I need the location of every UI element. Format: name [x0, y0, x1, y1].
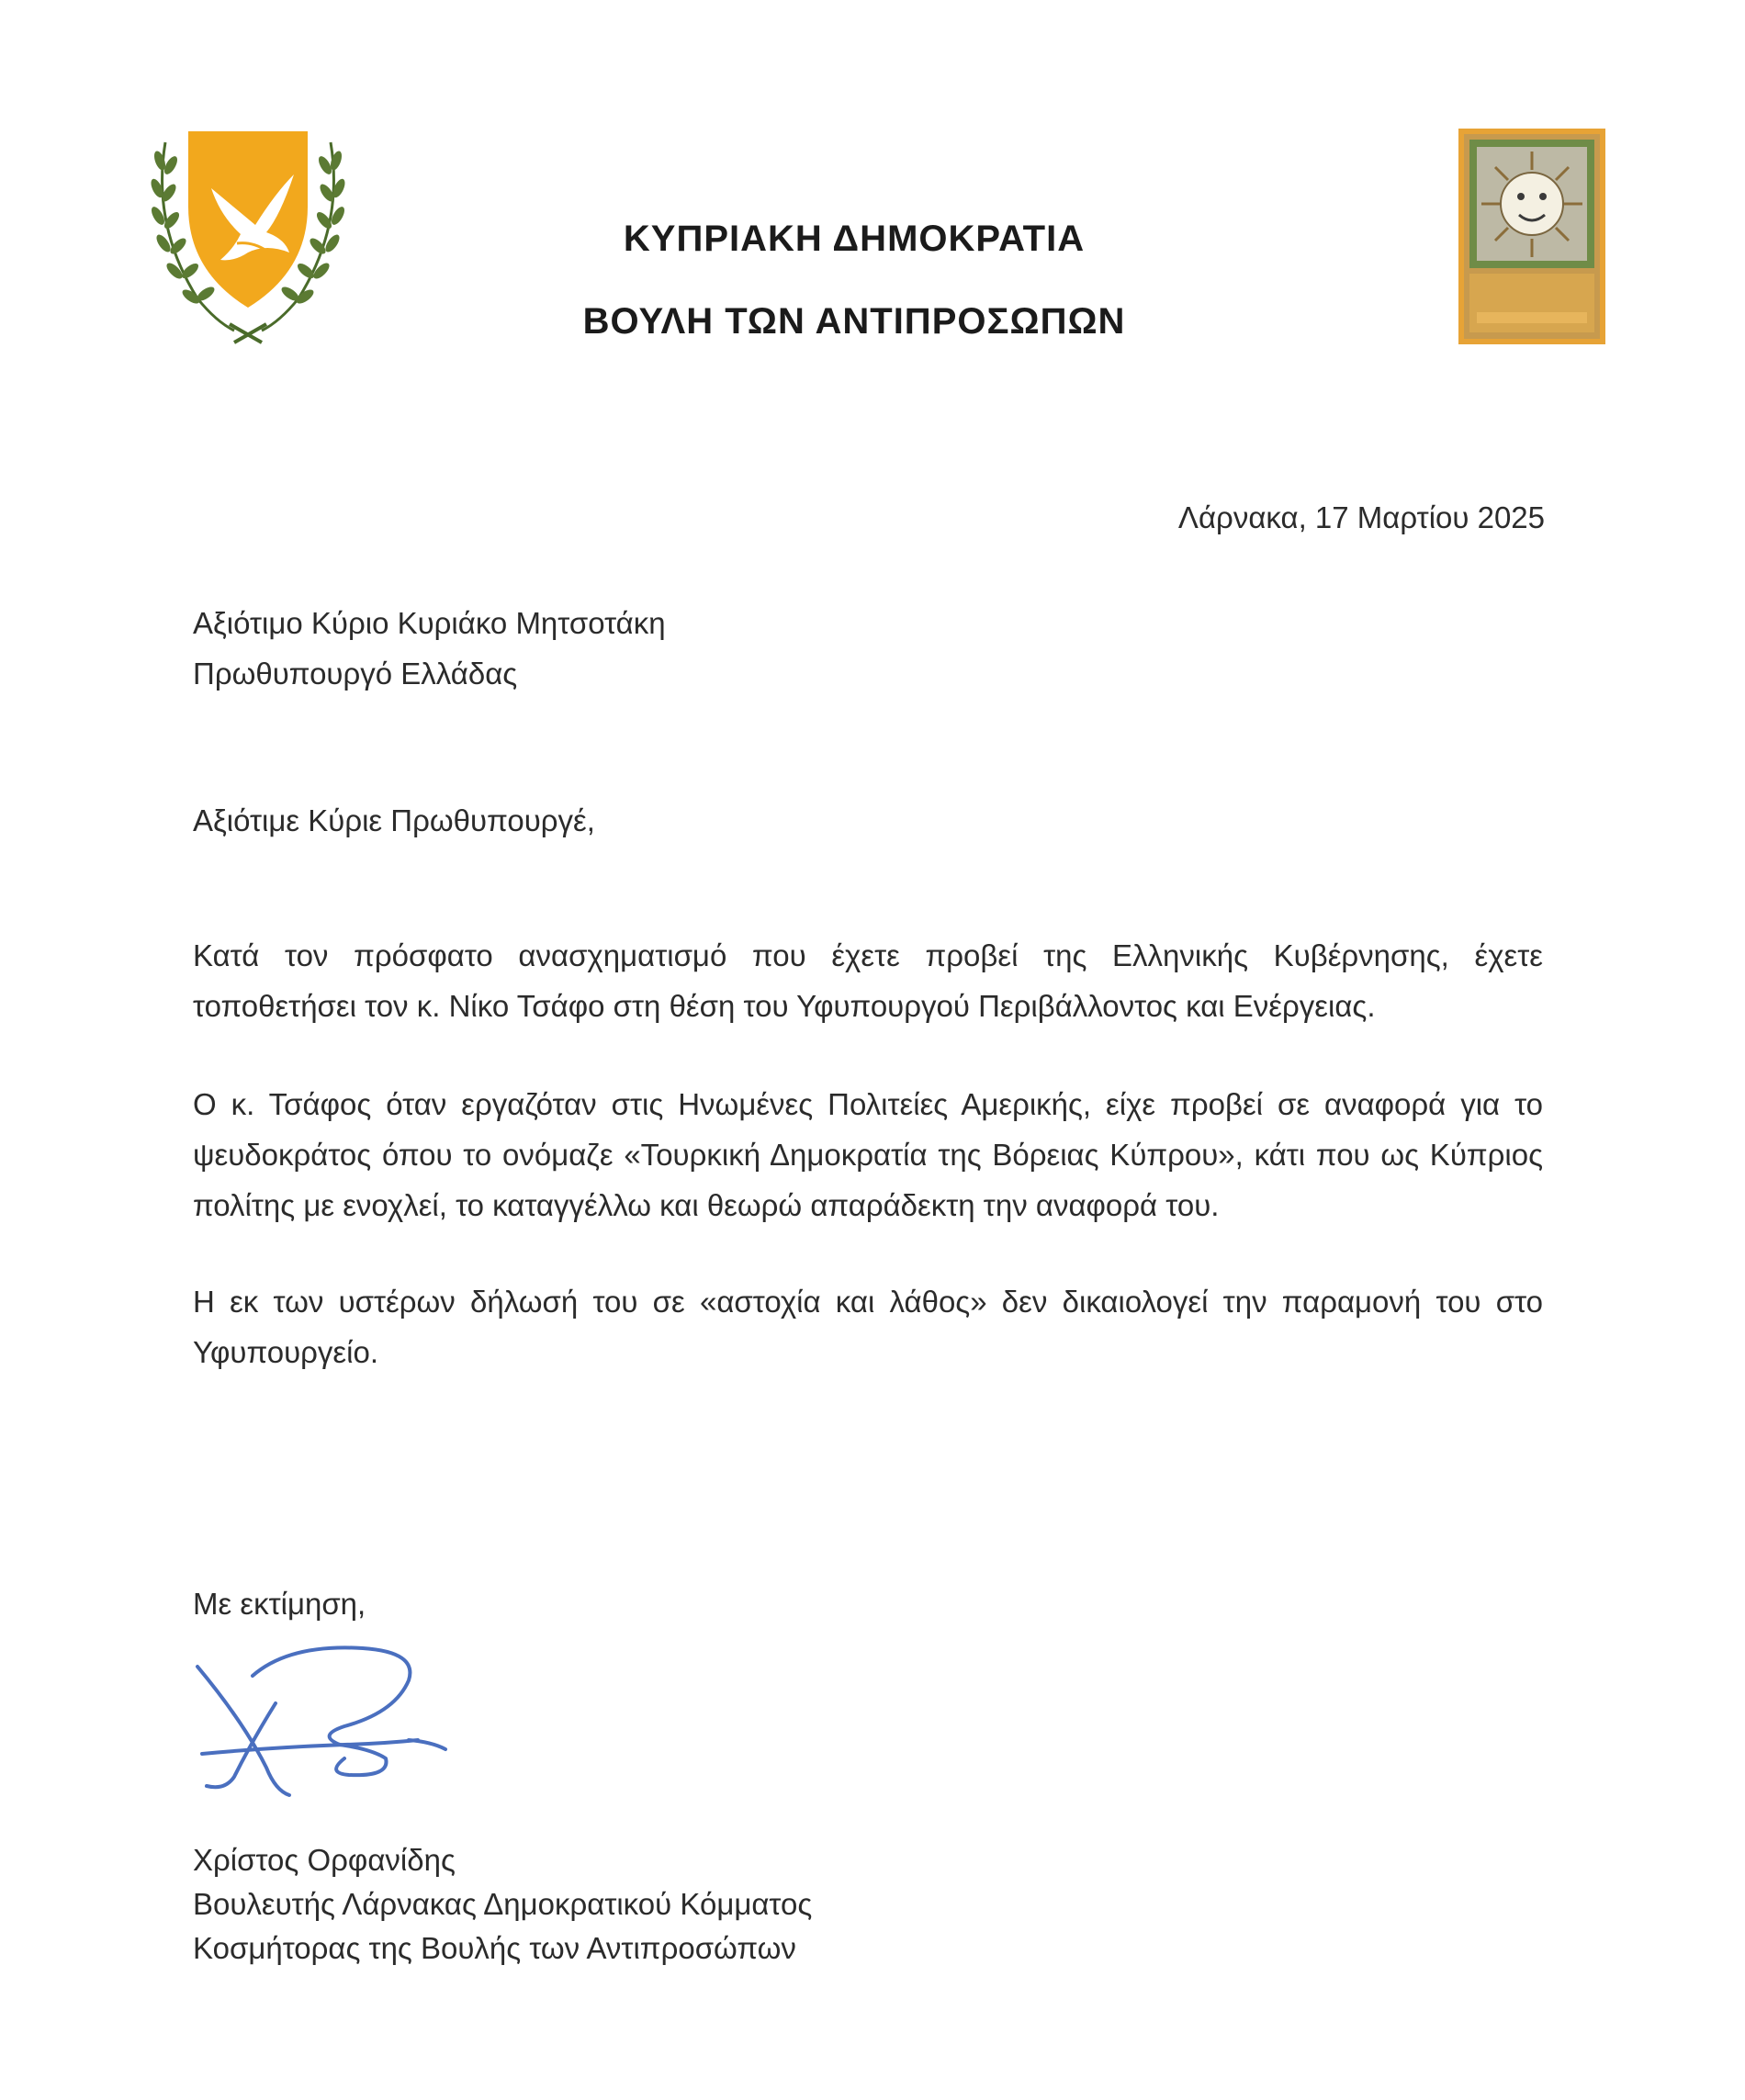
letter-date: Λάρνακα, 17 Μαρτίου 2025	[1177, 500, 1545, 534]
body-paragraph: Ο κ. Τσάφος όταν εργαζόταν στις Ηνωμένες Πολιτείες Αμερικής, είχε προβεί σε αναφορά για το ψευδοκράτος όπου το ονόμαζε «Τουρκική Δημοκρατία της Βόρειας Κύπρου», κάτι που ως Κύπριος πολίτης με ενοχλεί, το καταγγέλλω και θεωρώ απαράδεκτη την αναφορά του.	[193, 1087, 1543, 1222]
body-paragraph: Κατά τον πρόσφατο ανασχηματισμό που έχετε προβεί της Ελληνικής Κυβέρνησης, έχετε τοποθετήσει τον κ. Νίκο Τσάφο στη θέση του Υφυπουργού Περιβάλλοντος και Ενέργειας.	[193, 938, 1543, 1023]
body-paragraph: Η εκ των υστέρων δήλωσή του σε «αστοχία και λάθος» δεν δικαιολογεί την παραμονή του στο Υφυπουργείο.	[193, 1285, 1543, 1369]
handwritten-signature	[188, 1639, 455, 1804]
recipient-name: Αξιότιμο Κύριο Κυριάκο Μητσοτάκη	[193, 606, 666, 640]
signatory-title: Βουλευτής Λάρνακας Δημοκρατικού Κόμματος	[193, 1887, 813, 1921]
salutation: Αξιότιμε Κύριε Πρωθυπουργέ,	[193, 803, 595, 837]
letterhead-house: ΒΟΥΛΗ ΤΩΝ ΑΝΤΙΠΡΟΣΩΠΩΝ	[582, 301, 1126, 342]
letterhead-republic: ΚΥΠΡΙΑΚΗ ΔΗΜΟΚΡΑΤΙΑ	[623, 219, 1086, 259]
house-of-representatives-sun-mosaic-icon	[1458, 129, 1605, 344]
recipient-title: Πρωθυπουργό Ελλάδας	[193, 657, 518, 691]
signatory-role: Κοσμήτορας της Βουλής των Αντιπροσώπων	[193, 1931, 796, 1965]
signatory-name: Χρίστος Ορφανίδης	[193, 1843, 456, 1877]
closing: Με εκτίμηση,	[193, 1587, 366, 1621]
cyprus-coat-of-arms-icon	[147, 124, 349, 344]
